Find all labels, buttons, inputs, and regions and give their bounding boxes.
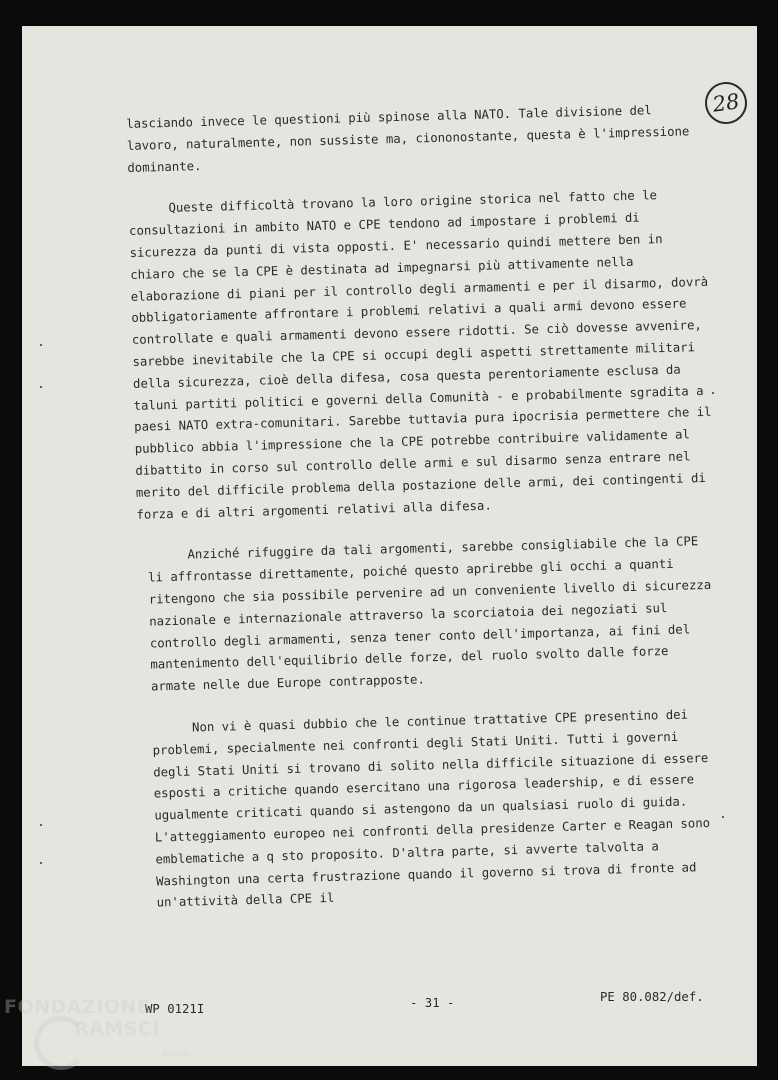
watermark-line-1: FONDAZIONE [4,996,151,1018]
document-page [22,26,757,1066]
watermark-suffix: onlus [162,1048,189,1059]
paragraph-4: Non vi è quasi dubbio che le continue trattative CPE presentino dei problemi, specialmente nei confronti degli Stati Uniti. Tutti i governi degli Stati Uniti si trovano di solito nella difficile situazione di essere esposti a critiche quando esercitano una rigorosa leadership, e di essere ugualmente criticati quando si astengono da un qualsiasi ruolo di guida. L'atteggiamento europeo nei confronti della presidenze Carter e Reagan sono emblematiche a q sto proposito. D'altra parte, si avverte talvolta a Washington una certa frustrazione quando il governo si trova di fronte ad un'attività della CPE il [152,707,711,910]
footer-document-code: WP 0121I [145,1002,205,1016]
footer-reference: PE 80.082/def. [600,990,704,1004]
punch-mark [40,824,42,826]
punch-mark [40,386,42,388]
folio-number-stamp: 28 [702,79,749,126]
footer-page-number: - 31 - [410,996,455,1010]
watermark-line-2: RAMSCI [74,1018,160,1040]
paragraph-2: Queste difficoltà trovano la loro origine storica nel fatto che le consultazioni in ambito NATO e CPE tendono ad impostare i problemi di sicurezza da punti di vista opposti. E' necessario quindi mettere ben in chiaro che se la CPE è destinata ad impegnarsi più attivamente nella elaborazione di piani per il controllo degli armamenti e per il disarmo, dovrà obbligatoriamente affrontare i problemi relativi a quali armi devono essere controllate e quali armamenti devono essere ridotti. Se ciò dovesse avvenire, sarebbe inevitabile che la CPE si occupi degli aspetti strettamente militari della sicurezza, cioè della difesa, cosa questa perentoriamente esclusa da taluni partiti politici e governi della Comunità - e probabilmente sgradita a paesi NATO extra-comunitari. Sarebbe tuttavia pura ipocrisia permettere che il pubblico abbia l'impressione che la CPE potrebbe contribuire validamente al dibattito in corso sul controllo delle armi e sul disarmo senza entrare nel merito del difficile problema della postazione delle armi, dei contingenti di forza e di altri argomenti relativi alla difesa. [128,188,712,522]
body-text [126,99,727,935]
punch-mark [40,862,42,864]
archive-watermark [4,996,204,1076]
punch-mark [40,344,42,346]
paragraph-3: Anziché rifuggire da tali argomenti, sarebbe consigliabile che la CPE li affrontasse direttamente, poiché questo aprirebbe gli occhi a quanti ritengono che sia possibile pervenire ad un conveniente livello di sicurezza nazionale e internazionale attraverso la scorciatoia dei negoziati sul controllo degli armamenti, senza tener conto dell'importanza, ai fini del mantenimento dell'equilibrio delle forze, del ruolo svolto dalle forze armate nelle due Europe contrapposte. [147,534,712,694]
punch-mark [722,816,724,818]
paragraph-1: lasciando invece le questioni più spinose alla NATO. Tale divisione del lavoro, naturalmente, non sussiste ma, ciononostante, questa è l'impressione dominante. [126,103,690,175]
punch-mark [712,392,714,394]
